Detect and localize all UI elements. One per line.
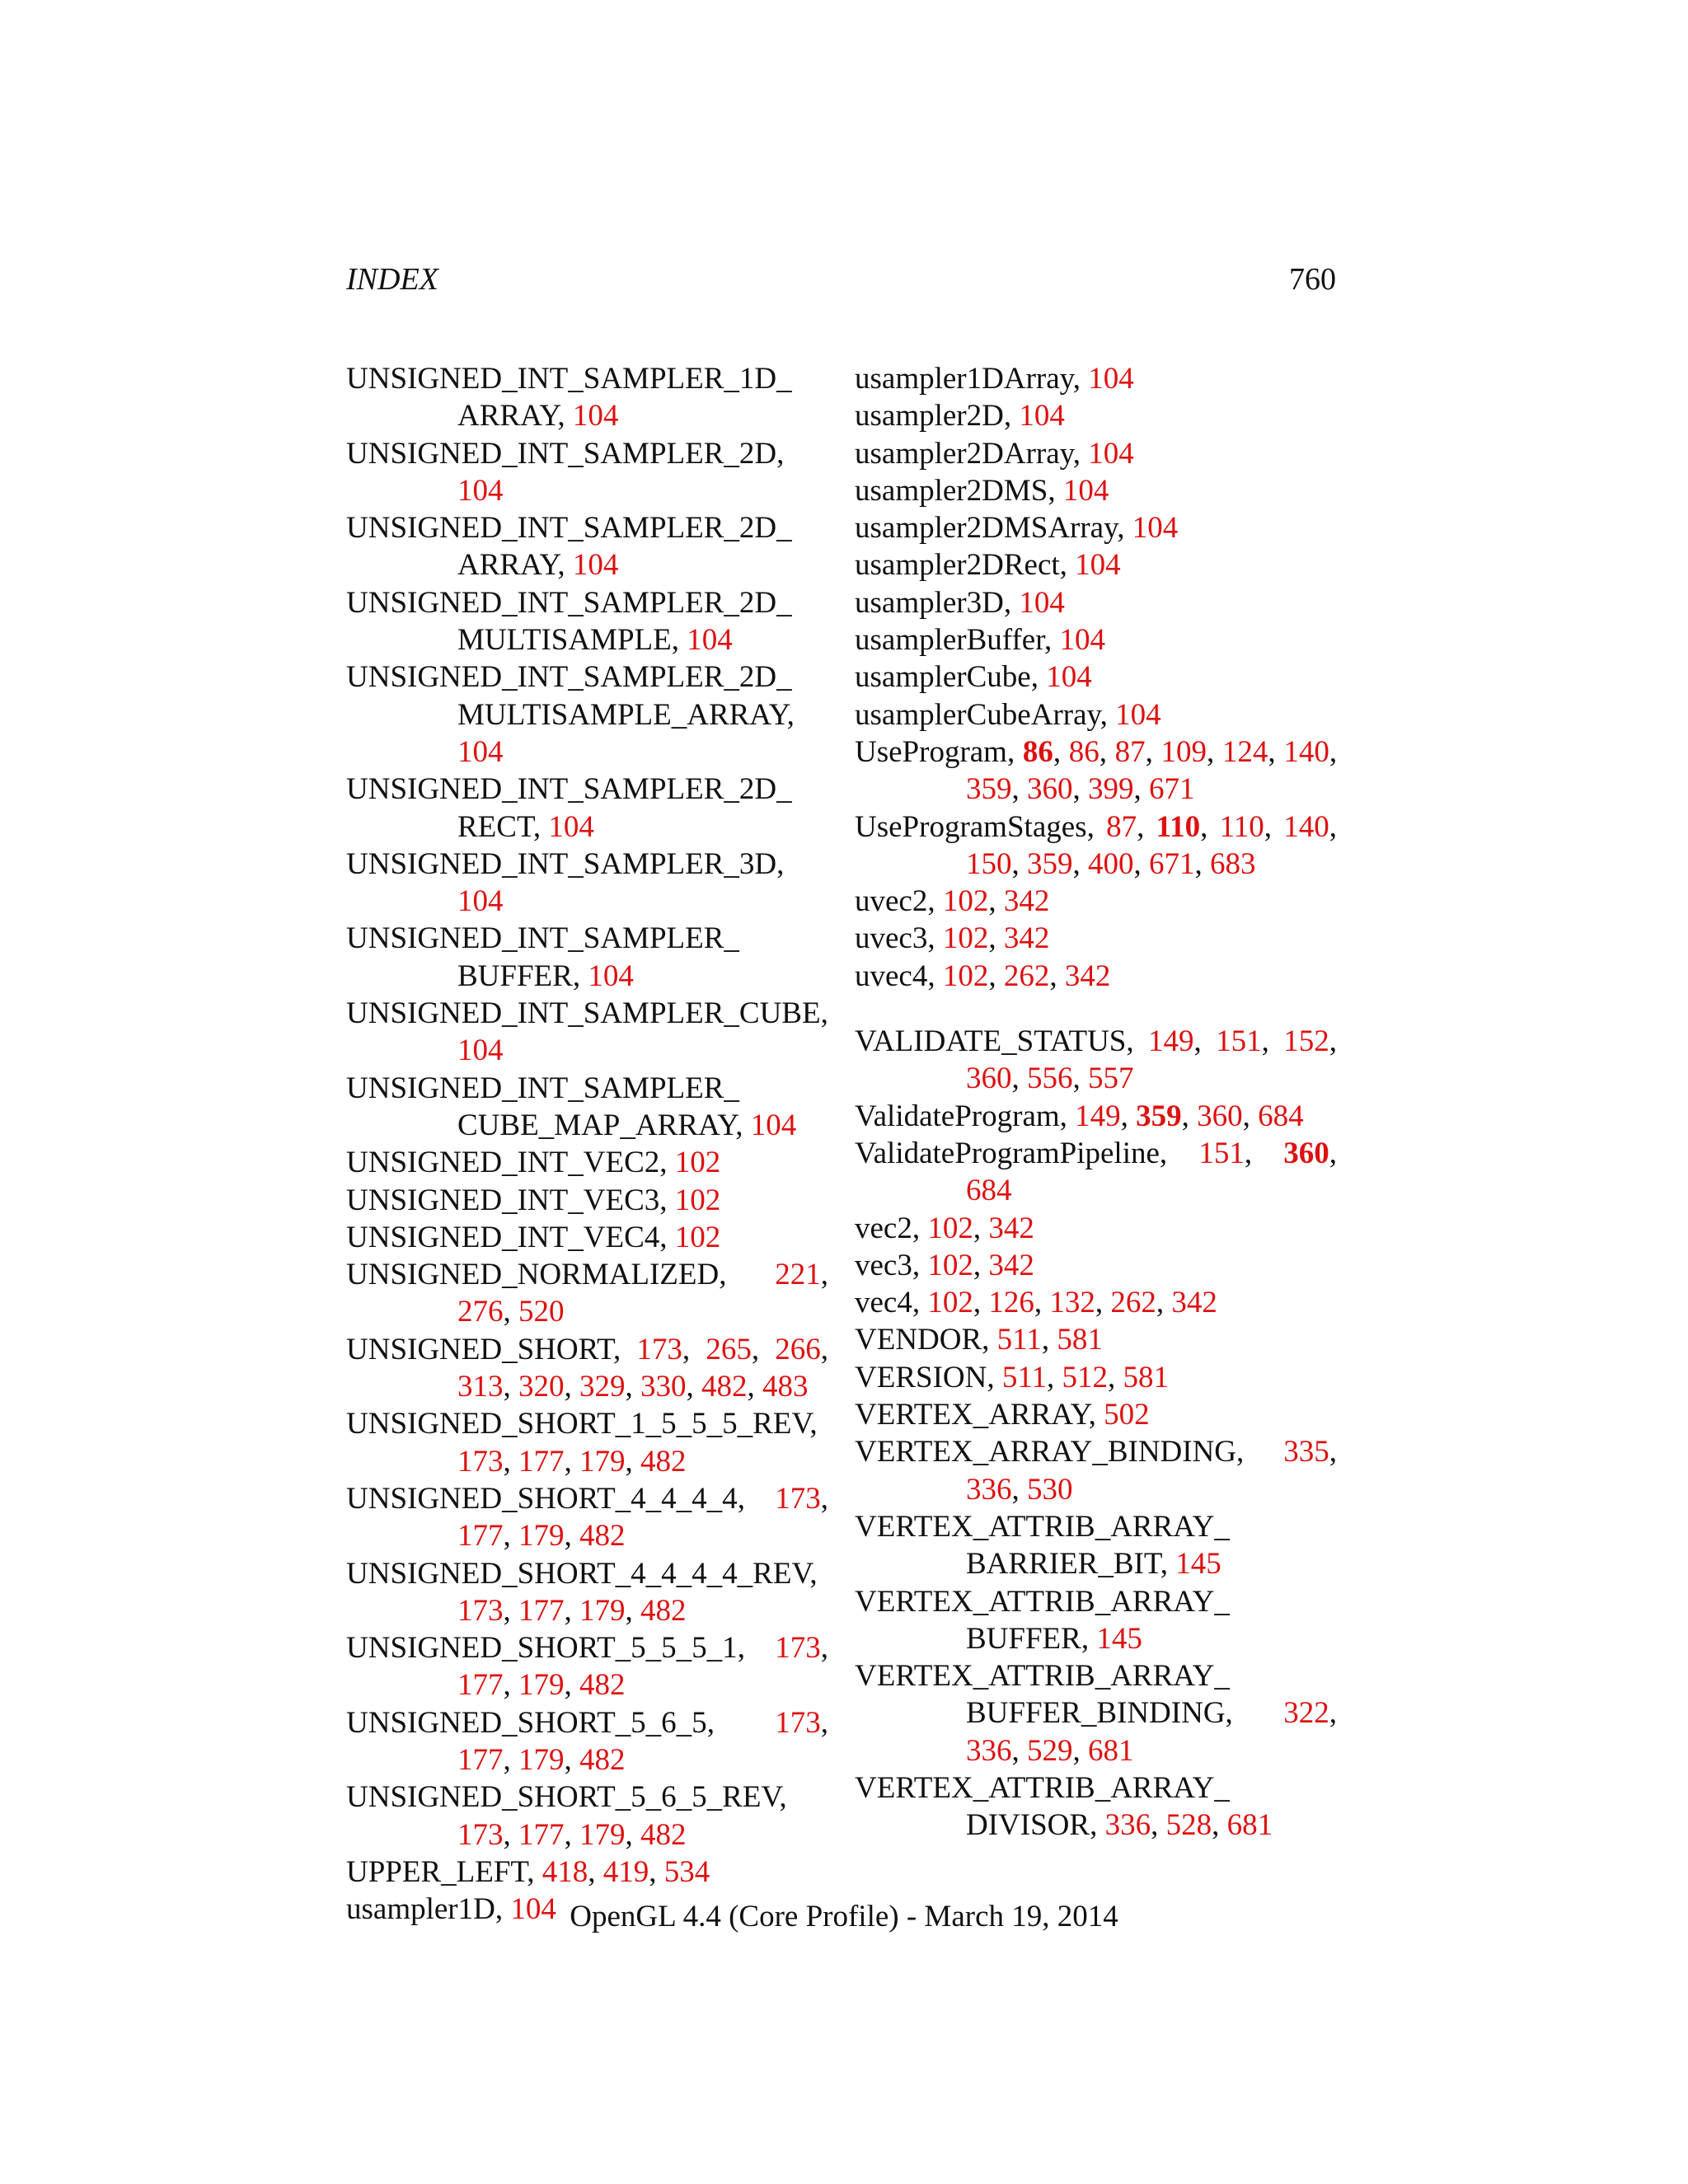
index-term: usampler2D [855, 399, 1004, 434]
index-term: UseProgramStages [855, 809, 1087, 844]
page-reference-link[interactable]: 173 [775, 1481, 821, 1516]
page-reference-link[interactable]: 360 [1197, 1099, 1243, 1133]
page-reference-link[interactable]: 177 [518, 1593, 565, 1628]
page-reference-link[interactable]: 482 [640, 1444, 687, 1479]
index-term: usampler1DArray [855, 362, 1073, 396]
page-reference-link[interactable]: 102 [927, 1286, 973, 1320]
page-reference-link[interactable]: 262 [1003, 958, 1050, 993]
page-reference-link[interactable]: 109 [1160, 734, 1207, 769]
page-reference-link[interactable]: 149 [1148, 1024, 1194, 1059]
index-entry: vec4, 102, 126, 132, 262, 342 [855, 1286, 1217, 1320]
page-reference-link[interactable]: 400 [1088, 846, 1134, 881]
index-entry: VERTEX_​ATTRIB_​ARRAY_​BARRIER_​BIT, 145 [855, 1509, 1230, 1582]
index-entry: UNSIGNED_​INT_​VEC3, 102 [346, 1183, 721, 1217]
page-reference-link[interactable]: 104 [1062, 473, 1109, 508]
index-term: VALIDATE_​STATUS [855, 1024, 1127, 1059]
page-reference-link[interactable]: 104 [750, 1108, 797, 1142]
page-reference-link[interactable]: 177 [518, 1444, 565, 1479]
index-term: usampler3D [855, 585, 1004, 620]
index-term: UNSIGNED_​INT_​SAMPLER_​CUBE_​MAP_​ARRAY [346, 1071, 739, 1142]
index-term: VERTEX_​ARRAY_​BINDING [855, 1435, 1237, 1469]
page-reference-link[interactable]: 177 [457, 1519, 504, 1554]
index-entry: usamplerCubeArray, 104 [855, 697, 1161, 732]
index-entry: usampler2DMS, 104 [855, 473, 1109, 508]
index-entry: uvec2, 102, 342 [855, 884, 1050, 919]
index-term: usamplerCube [855, 660, 1031, 695]
index-entry: UNSIGNED_​SHORT_​4_​4_​4_​4_​REV, 173, 177, 179, 482 [346, 1556, 818, 1628]
page-reference-link[interactable]: 482 [640, 1593, 687, 1628]
page-reference-link[interactable]: 87 [1114, 734, 1146, 769]
page-reference-link[interactable]: 140 [1283, 809, 1329, 844]
index-term: UNSIGNED_​SHORT [346, 1332, 613, 1366]
index-term: UNSIGNED_​INT_​SAMPLER_​2D_​MULTISAMPLE_​ARRAY [346, 660, 792, 732]
index-entry: UNSIGNED_​SHORT_​5_​6_​5_​REV, 173, 177, 179, 482 [346, 1780, 787, 1852]
page-reference-link[interactable]: 102 [942, 921, 989, 956]
index-entry: UNSIGNED_​INT_​SAMPLER_​2D_​ARRAY, 104 [346, 511, 792, 583]
index-term: UNSIGNED_​SHORT_​4_​4_​4_​4 [346, 1481, 738, 1516]
index-entry: UNSIGNED_​INT_​SAMPLER_​1D_​ARRAY, 104 [346, 362, 792, 434]
index-entry: UNSIGNED_​INT_​SAMPLER_​2D, 104 [346, 436, 785, 508]
index-entry: UNSIGNED_​NORMALIZED, 221, 276, 520 [346, 1258, 828, 1329]
index-term: UseProgram [855, 734, 1007, 769]
page-reference-link[interactable]: 86 [1068, 734, 1100, 769]
index-term: VERTEX_​ARRAY [855, 1398, 1089, 1432]
page-reference-link[interactable]: 104 [687, 623, 733, 658]
page-reference-link[interactable]: 360 [1027, 772, 1073, 807]
page-reference-link[interactable]: 330 [640, 1370, 687, 1404]
index-entry: UNSIGNED_​SHORT, 173, 265, 266, 313, 320, 329, 330, 482, 483 [346, 1332, 828, 1404]
index-term: UNSIGNED_​INT_​SAMPLER_​BUFFER [346, 921, 739, 993]
page-reference-link[interactable]: 179 [579, 1817, 626, 1852]
page-reference-link[interactable]: 419 [603, 1854, 649, 1889]
index-entry: VALIDATE_​STATUS, 149, 151, 152, 360, 556, 557 [855, 1024, 1337, 1096]
page-reference-link[interactable]: 173 [775, 1631, 821, 1666]
page-reference-link[interactable]: 529 [1027, 1733, 1073, 1768]
page-reference-link[interactable]: 179 [579, 1593, 626, 1628]
page-reference-link[interactable]: 671 [1149, 772, 1195, 807]
page-reference-link[interactable]: 681 [1088, 1733, 1134, 1768]
index-term: UNSIGNED_​INT_​SAMPLER_​2D [346, 436, 777, 471]
index-term: ValidateProgramPipeline [855, 1136, 1160, 1170]
page-reference-link[interactable]: 530 [1027, 1472, 1073, 1507]
index-term: VERTEX_​ATTRIB_​ARRAY_​BUFFER_​BINDING [855, 1659, 1230, 1731]
index-entry: VENDOR, 511, 581 [855, 1323, 1103, 1357]
index-entry: usampler1D, 104 [346, 1892, 556, 1927]
page-reference-link[interactable]: 342 [1003, 884, 1050, 919]
page-reference-link[interactable]: 359 [966, 772, 1012, 807]
page-reference-link[interactable]: 684 [1258, 1099, 1304, 1133]
page-reference-link[interactable]: 124 [1221, 734, 1268, 769]
page-reference-link[interactable]: 342 [1064, 958, 1111, 993]
page-reference-link[interactable]: 512 [1062, 1360, 1108, 1394]
page-reference-link[interactable]: 145 [1096, 1621, 1142, 1656]
page-reference-link[interactable]: 102 [674, 1220, 721, 1254]
page-reference-link[interactable]: 482 [701, 1370, 748, 1404]
page-reference-link[interactable]: 173 [457, 1593, 504, 1628]
index-entry: VERTEX_​ATTRIB_​ARRAY_​BUFFER_​BINDING, 322, 336, 529, 681 [855, 1659, 1337, 1768]
page-reference-link[interactable]: 581 [1057, 1323, 1103, 1357]
page-reference-link[interactable]: 104 [572, 548, 619, 583]
page-reference-link[interactable]: 104 [572, 399, 619, 434]
page-reference-link[interactable]: 104 [510, 1892, 556, 1927]
page-reference-link[interactable]: 173 [457, 1817, 504, 1852]
index-term: UNSIGNED_​SHORT_​4_​4_​4_​4_​REV [346, 1556, 810, 1591]
page-reference-link[interactable]: 671 [1149, 846, 1195, 881]
index-entry: UNSIGNED_​INT_​SAMPLER_​CUBE_​MAP_​ARRAY, 104 [346, 1071, 797, 1142]
page-reference-link[interactable]: 359 [1027, 846, 1073, 881]
page-reference-link[interactable]: 177 [518, 1817, 565, 1852]
index-term: usampler2DMS [855, 473, 1048, 508]
page-reference-link[interactable]: 179 [518, 1668, 565, 1703]
index-entry: uvec3, 102, 342 [855, 921, 1050, 956]
index-term: UNSIGNED_​INT_​SAMPLER_​1D_​ARRAY [346, 362, 792, 434]
index-entry: VERTEX_​ATTRIB_​ARRAY_​BUFFER, 145 [855, 1584, 1230, 1656]
index-entry: usampler2DMSArray, 104 [855, 511, 1179, 546]
index-entry: vec2, 102, 342 [855, 1211, 1034, 1245]
index-entry: UPPER_​LEFT, 418, 419, 534 [346, 1854, 710, 1889]
index-term: usampler2DArray [855, 436, 1073, 471]
index-term: UNSIGNED_​INT_​SAMPLER_​2D_​MULTISAMPLE [346, 585, 792, 658]
page-reference-link[interactable]: 276 [457, 1295, 504, 1329]
index-entry: UNSIGNED_​INT_​SAMPLER_​2D_​MULTISAMPLE_​ARRAY, 104 [346, 660, 795, 769]
page-reference-link[interactable]: 359 [1136, 1099, 1182, 1133]
page-reference-link[interactable]: 102 [674, 1183, 721, 1217]
page-reference-link[interactable]: 177 [457, 1668, 504, 1703]
page-reference-link[interactable]: 86 [1022, 734, 1053, 769]
page-reference-link[interactable]: 313 [457, 1370, 504, 1404]
index-entry: UNSIGNED_​INT_​SAMPLER_​2D_​RECT, 104 [346, 772, 792, 844]
page-reference-link[interactable]: 104 [588, 958, 634, 993]
index-term: vec3 [855, 1248, 912, 1282]
page-reference-link[interactable]: 482 [579, 1519, 626, 1554]
page-reference-link[interactable]: 265 [706, 1332, 752, 1366]
page-reference-link[interactable]: 322 [1283, 1696, 1329, 1731]
page-reference-link[interactable]: 104 [1019, 399, 1065, 434]
index-term: usampler2DMSArray [855, 511, 1118, 546]
page-reference-link[interactable]: 342 [988, 1211, 1034, 1245]
page-reference-link[interactable]: 581 [1123, 1360, 1169, 1394]
index-term: UNSIGNED_​SHORT_​5_​5_​5_​1 [346, 1631, 738, 1666]
page-reference-link[interactable]: 104 [1046, 660, 1092, 695]
page-reference-link[interactable]: 360 [966, 1062, 1012, 1096]
page-reference-link[interactable]: 502 [1104, 1398, 1150, 1432]
index-entry: VERTEX_​ATTRIB_​ARRAY_​DIVISOR, 336, 528, 681 [855, 1770, 1273, 1843]
page-reference-link[interactable]: 110 [1156, 809, 1201, 844]
page-reference-link[interactable]: 179 [518, 1742, 565, 1777]
page-reference-link[interactable]: 150 [966, 846, 1012, 881]
page-reference-link[interactable]: 104 [457, 884, 504, 919]
index-term: UNSIGNED_​SHORT_​5_​6_​5_​REV [346, 1780, 780, 1815]
index-term: UNSIGNED_​INT_​VEC4 [346, 1220, 660, 1254]
page-reference-link[interactable]: 511 [996, 1323, 1042, 1357]
page-reference-link[interactable]: 104 [1132, 511, 1179, 546]
page-reference-link[interactable]: 418 [542, 1854, 588, 1889]
page-reference-link[interactable]: 221 [775, 1258, 821, 1292]
page-reference-link[interactable]: 557 [1088, 1062, 1134, 1096]
index-term: uvec3 [855, 921, 928, 956]
index-term: UNSIGNED_​INT_​SAMPLER_​2D_​ARRAY [346, 511, 792, 583]
page-reference-link[interactable]: 102 [674, 1146, 721, 1180]
page-reference-link[interactable]: 262 [1110, 1286, 1156, 1320]
page-reference-link[interactable]: 140 [1283, 734, 1329, 769]
page-reference-link[interactable]: 179 [518, 1519, 565, 1554]
index-term: VERSION [855, 1360, 987, 1394]
page-reference-link[interactable]: 482 [579, 1742, 626, 1777]
page-reference-link[interactable]: 145 [1175, 1547, 1221, 1582]
page-reference-link[interactable]: 683 [1210, 846, 1256, 881]
index-term: UNSIGNED_​INT_​SAMPLER_​CUBE [346, 996, 821, 1031]
page-reference-link[interactable]: 556 [1027, 1062, 1073, 1096]
page-reference-link[interactable]: 151 [1198, 1136, 1245, 1170]
index-entry: VERTEX_​ARRAY, 502 [855, 1398, 1150, 1432]
index-entry: usampler1DArray, 104 [855, 362, 1134, 396]
page-reference-link[interactable]: 126 [988, 1286, 1034, 1320]
page-reference-link[interactable]: 336 [966, 1733, 1012, 1768]
index-entry: UseProgram, 86, 86, 87, 109, 124, 140, 359, 360, 399, 671 [855, 734, 1338, 807]
index-entry: UNSIGNED_​SHORT_​5_​5_​5_​1, 173, 177, 179, 482 [346, 1631, 828, 1703]
index-entry: usampler2DArray, 104 [855, 436, 1134, 471]
page-reference-link[interactable]: 87 [1106, 809, 1137, 844]
index-entry: UNSIGNED_​SHORT_​4_​4_​4_​4, 173, 177, 179, 482 [346, 1481, 828, 1554]
index-entry: UNSIGNED_​INT_​SAMPLER_​CUBE, 104 [346, 996, 828, 1068]
page-reference-link[interactable]: 482 [640, 1817, 687, 1852]
index-term: uvec4 [855, 958, 928, 993]
index-term: VERTEX_​ATTRIB_​ARRAY_​DIVISOR [855, 1770, 1230, 1843]
index-term: UNSIGNED_​INT_​SAMPLER_​3D [346, 846, 777, 881]
index-term: UNSIGNED_​INT_​SAMPLER_​2D_​RECT [346, 772, 792, 844]
index-term: uvec2 [855, 884, 928, 919]
page-reference-link[interactable]: 684 [966, 1174, 1012, 1208]
index-entry: UNSIGNED_​INT_​SAMPLER_​2D_​MULTISAMPLE, 104 [346, 585, 792, 658]
index-entry: UNSIGNED_​INT_​VEC2, 102 [346, 1146, 721, 1180]
page-reference-link[interactable]: 110 [1219, 809, 1264, 844]
index-entry: usampler3D, 104 [855, 585, 1065, 620]
index-entry: UNSIGNED_​SHORT_​1_​5_​5_​5_​REV, 173, 177, 179, 482 [346, 1407, 818, 1479]
page-reference-link[interactable]: 173 [636, 1332, 682, 1366]
index-entry: usampler2D, 104 [855, 399, 1065, 434]
index-term: usampler1D [346, 1892, 495, 1927]
page-reference-link[interactable]: 179 [579, 1444, 626, 1479]
index-entry: UNSIGNED_​INT_​VEC4, 102 [346, 1220, 721, 1254]
page-reference-link[interactable]: 177 [457, 1742, 504, 1777]
page-reference-link[interactable]: 132 [1049, 1286, 1095, 1320]
page-reference-link[interactable]: 360 [1283, 1136, 1329, 1170]
index-entry: usamplerCube, 104 [855, 660, 1092, 695]
page-reference-link[interactable]: 102 [927, 1248, 973, 1282]
index-term: UNSIGNED_​INT_​VEC3 [346, 1183, 660, 1217]
index-entry: UseProgramStages, 87, 110, 110, 140, 150, 359, 400, 671, 683 [855, 809, 1337, 881]
index-term: UNSIGNED_​SHORT_​1_​5_​5_​5_​REV [346, 1407, 810, 1441]
page-reference-link[interactable]: 320 [518, 1370, 565, 1404]
index-entry: UNSIGNED_​INT_​SAMPLER_​BUFFER, 104 [346, 921, 739, 993]
page-reference-link[interactable]: 102 [927, 1211, 973, 1245]
page-reference-link[interactable]: 102 [942, 958, 989, 993]
page-reference-link[interactable]: 534 [663, 1854, 710, 1889]
index-term: usampler2DRect [855, 548, 1060, 583]
page-reference-link[interactable]: 342 [988, 1248, 1034, 1282]
page-footer: OpenGL 4.4 (Core Profile) - March 19, 2014 [570, 1900, 1118, 1933]
index-term: VENDOR [855, 1323, 982, 1357]
index-entry: uvec4, 102, 262, 342 [855, 958, 1111, 993]
page-reference-link[interactable]: 342 [1171, 1286, 1217, 1320]
index-term: vec4 [855, 1286, 912, 1320]
page-reference-link[interactable]: 528 [1165, 1808, 1212, 1843]
page-reference-link[interactable]: 104 [457, 1033, 504, 1068]
page-reference-link[interactable]: 266 [775, 1332, 821, 1366]
page-reference-link[interactable]: 152 [1283, 1024, 1329, 1059]
page-reference-link[interactable]: 104 [457, 473, 504, 508]
page-reference-link[interactable]: 511 [1001, 1360, 1047, 1394]
page-reference-link[interactable]: 399 [1088, 772, 1134, 807]
page-reference-link[interactable]: 482 [579, 1668, 626, 1703]
page-reference-link[interactable]: 329 [579, 1370, 626, 1404]
page-reference-link[interactable]: 336 [1104, 1808, 1151, 1843]
index-entry: ValidateProgram, 149, 359, 360, 684 [855, 1099, 1304, 1133]
page-reference-link[interactable]: 173 [775, 1705, 821, 1740]
index-column-left [346, 360, 828, 1928]
page-reference-link[interactable]: 104 [1088, 436, 1134, 471]
index-entry: VERSION, 511, 512, 581 [855, 1360, 1169, 1394]
index-term: VERTEX_​ATTRIB_​ARRAY_​BARRIER_​BIT [855, 1509, 1230, 1582]
page-reference-link[interactable]: 104 [457, 734, 504, 769]
index-entry: UNSIGNED_​SHORT_​5_​6_​5, 173, 177, 179, 482 [346, 1705, 828, 1777]
index-term: usamplerBuffer [855, 623, 1045, 658]
index-term: UNSIGNED_​SHORT_​5_​6_​5 [346, 1705, 707, 1740]
index-term: VERTEX_​ATTRIB_​ARRAY_​BUFFER [855, 1584, 1230, 1656]
page-reference-link[interactable]: 335 [1283, 1435, 1329, 1469]
index-column-right [855, 360, 1337, 1844]
page-reference-link[interactable]: 104 [1075, 548, 1121, 583]
page-reference-link[interactable]: 483 [762, 1370, 809, 1404]
index-entry: UNSIGNED_​INT_​SAMPLER_​3D, 104 [346, 846, 785, 919]
index-entry: ValidateProgramPipeline, 151, 360, 684 [855, 1136, 1338, 1208]
page-reference-link[interactable]: 104 [1019, 585, 1065, 620]
page-number: 760 [1289, 262, 1336, 297]
running-header-section: INDEX [346, 262, 438, 297]
page-reference-link[interactable]: 342 [1003, 921, 1050, 956]
index-term: ValidateProgram [855, 1099, 1060, 1133]
page-reference-link[interactable]: 104 [1059, 623, 1106, 658]
page-reference-link[interactable]: 151 [1216, 1024, 1262, 1059]
page-reference-link[interactable]: 681 [1226, 1808, 1273, 1843]
page-reference-link[interactable]: 336 [966, 1472, 1012, 1507]
page-reference-link[interactable]: 104 [548, 809, 594, 844]
index-entry: usampler2DRect, 104 [855, 548, 1121, 583]
index-term: UNSIGNED_​INT_​VEC2 [346, 1146, 660, 1180]
index-entry: usamplerBuffer, 104 [855, 623, 1106, 658]
index-term: UPPER_​LEFT [346, 1854, 528, 1889]
page-reference-link[interactable]: 104 [1088, 362, 1134, 396]
page-reference-link[interactable]: 102 [942, 884, 989, 919]
index-term: vec2 [855, 1211, 912, 1245]
index-term: usamplerCubeArray [855, 697, 1100, 732]
index-term: UNSIGNED_​NORMALIZED [346, 1258, 720, 1292]
page-reference-link[interactable]: 104 [1115, 697, 1161, 732]
index-entry: vec3, 102, 342 [855, 1248, 1034, 1282]
page-reference-link[interactable]: 520 [518, 1295, 565, 1329]
page-reference-link[interactable]: 149 [1075, 1099, 1121, 1133]
page-reference-link[interactable]: 173 [457, 1444, 504, 1479]
index-entry: VERTEX_​ARRAY_​BINDING, 335, 336, 530 [855, 1435, 1337, 1507]
